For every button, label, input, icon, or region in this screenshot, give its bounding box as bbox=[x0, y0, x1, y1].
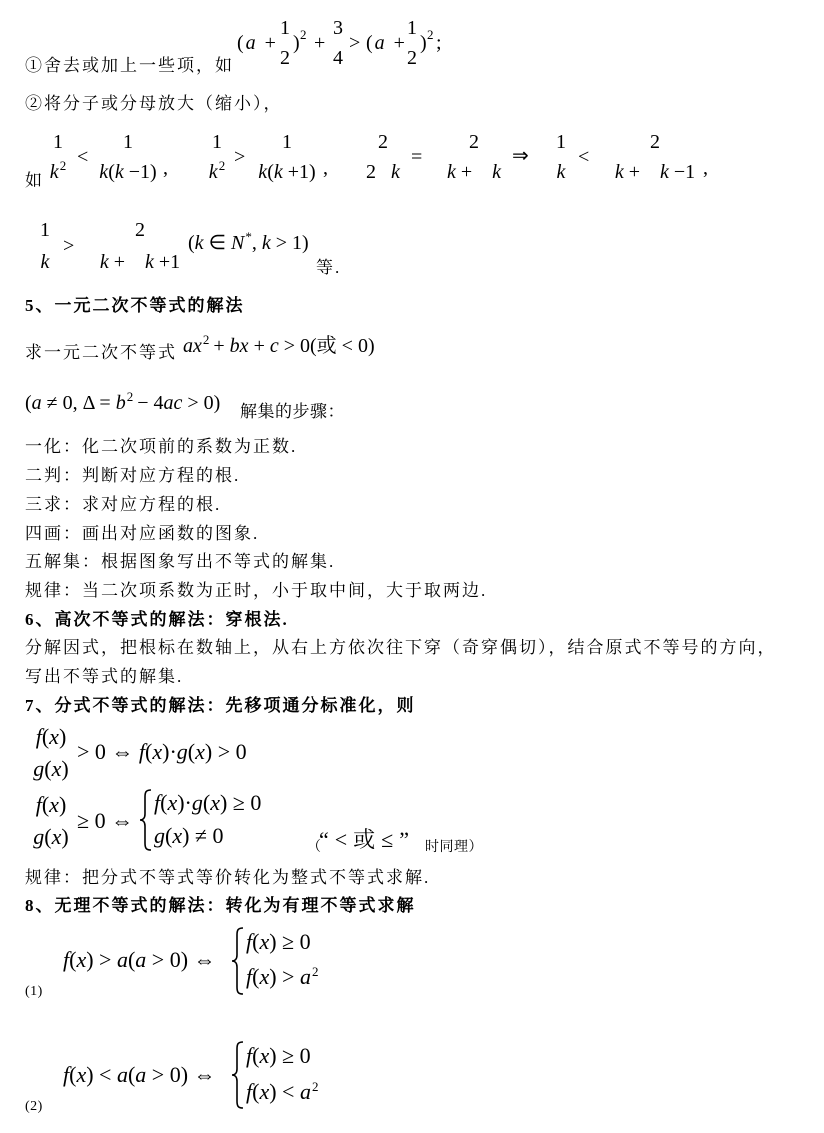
formula-part: f(x) > a bbox=[246, 964, 311, 989]
equivalence-lhs: f(x) < a(a > 0) ⇔ bbox=[63, 1062, 216, 1087]
math-variable: x bbox=[49, 724, 59, 749]
operator-less: < bbox=[578, 146, 590, 168]
math-variable: g bbox=[154, 823, 165, 848]
fraction-denominator: k + k −1 bbox=[614, 161, 696, 183]
math-variable: g bbox=[33, 756, 45, 781]
condition-part: (k ∈ N bbox=[188, 232, 245, 254]
operator-equals: = bbox=[411, 146, 423, 168]
fraction bbox=[447, 130, 501, 184]
step-line: 三求：求对应方程的根. bbox=[25, 495, 222, 514]
operator-plus: + bbox=[314, 32, 326, 54]
system-line bbox=[246, 1079, 318, 1105]
case-label: (2) bbox=[25, 1099, 43, 1114]
math-variable: f bbox=[246, 929, 253, 954]
fraction bbox=[333, 16, 343, 70]
fraction-numerator: 1 bbox=[556, 131, 566, 153]
math-variable: g bbox=[33, 824, 45, 849]
formula-part: − 4ac > 0) bbox=[137, 392, 221, 414]
section-5-intro: 求一元二次不等式 bbox=[25, 343, 177, 362]
exponent: 2 bbox=[427, 27, 434, 42]
math-variable: g bbox=[191, 790, 203, 815]
fraction-numerator: f(x) bbox=[35, 724, 67, 749]
formula-part: + bx + c > 0(或 < 0) bbox=[213, 335, 375, 357]
math-variable: f bbox=[63, 1062, 70, 1087]
math-variable: x bbox=[152, 739, 163, 764]
fraction-numerator: f(x) bbox=[35, 792, 67, 817]
math-variable: x bbox=[49, 792, 59, 817]
fraction bbox=[556, 130, 566, 184]
exponent: 2 bbox=[218, 158, 226, 173]
math-variable: x bbox=[76, 947, 87, 972]
formula-comma: , bbox=[323, 157, 328, 179]
denominator-base bbox=[209, 161, 218, 183]
math-variable: c bbox=[269, 335, 279, 357]
step-line: 四画：画出对应函数的图象. bbox=[25, 524, 260, 543]
math-variable: x bbox=[210, 790, 220, 815]
fraction-numerator: 1 bbox=[407, 17, 417, 39]
discriminant-condition bbox=[25, 391, 220, 415]
step-line: 一化：化二次项前的系数为正数. bbox=[25, 437, 298, 456]
note-relation: “<或≤” bbox=[319, 827, 416, 852]
math-variable: f bbox=[246, 964, 253, 989]
fraction bbox=[366, 130, 400, 184]
operator-implies: ⇒ bbox=[512, 145, 529, 167]
rule-line: 规律：把分式不等式等价转化为整式不等式求解. bbox=[25, 868, 431, 887]
math-variable: a bbox=[299, 964, 311, 989]
fraction-numerator: 1 bbox=[52, 131, 63, 153]
math-variable: f bbox=[246, 1043, 253, 1068]
math-variable: b bbox=[115, 392, 126, 414]
section-8-heading: 8、无理不等式的解法：转化为有理不等式求解 bbox=[25, 896, 416, 915]
math-variable: k bbox=[261, 232, 271, 254]
fraction-numerator: 1 bbox=[280, 17, 290, 39]
math-variable: b bbox=[229, 335, 240, 357]
system-line bbox=[246, 964, 318, 990]
math-variable: c bbox=[173, 392, 183, 414]
exponent: 2 bbox=[59, 158, 67, 173]
math-variable: k bbox=[145, 251, 154, 273]
equivalence-relation: ≥ 0 ⇔ bbox=[77, 808, 134, 833]
math-variable: a bbox=[31, 392, 42, 414]
fraction bbox=[40, 218, 50, 274]
exponent: 2 bbox=[126, 389, 134, 404]
math-variable: x bbox=[51, 824, 62, 849]
formula-part: f(x) < a bbox=[246, 1079, 311, 1104]
note-text: 时同理） bbox=[425, 840, 483, 855]
math-variable: a bbox=[245, 32, 258, 54]
math-variable: N bbox=[230, 232, 245, 254]
left-brace-symbol bbox=[139, 789, 153, 851]
fraction-denominator: k + k +1 bbox=[99, 251, 181, 273]
fraction-numerator: 2 bbox=[469, 131, 479, 153]
fraction-numerator: 2 bbox=[377, 131, 388, 153]
system-line: f(x)·g(x) ≥ 0 bbox=[154, 790, 262, 815]
math-variable: k bbox=[492, 161, 502, 183]
example-prefix: 如 bbox=[25, 171, 44, 190]
math-variable: a bbox=[163, 392, 174, 414]
fraction bbox=[615, 130, 695, 184]
math-variable: x bbox=[239, 335, 249, 357]
formula-close-paren: ) bbox=[293, 32, 300, 54]
math-variable: k bbox=[258, 161, 268, 183]
math-variable: x bbox=[51, 756, 62, 781]
exponent: 2 bbox=[202, 332, 210, 347]
fraction bbox=[209, 130, 225, 184]
formula-comma: , bbox=[703, 157, 708, 179]
math-variable: f bbox=[138, 739, 146, 764]
math-variable: k bbox=[40, 251, 50, 273]
section-7-heading: 7、分式不等式的解法：先移项通分标准化，则 bbox=[25, 696, 416, 715]
fraction-numerator: 1 bbox=[282, 131, 292, 153]
quadratic-inequality bbox=[183, 334, 375, 358]
fraction-denominator: 2 bbox=[407, 47, 417, 69]
math-variable: k bbox=[614, 161, 624, 183]
fraction-denominator: 2 bbox=[280, 47, 290, 69]
fraction bbox=[50, 130, 66, 184]
fraction-denominator bbox=[41, 250, 50, 274]
math-variable: k bbox=[99, 251, 109, 273]
step-line: 二判：判断对应方程的根. bbox=[25, 466, 241, 485]
math-variable: a bbox=[299, 1079, 311, 1104]
case-label: (1) bbox=[25, 984, 43, 999]
paragraph-line: 写出不等式的解集. bbox=[25, 667, 184, 686]
math-variable: k bbox=[273, 161, 283, 183]
steps-intro: 解集的步骤： bbox=[240, 402, 345, 421]
fraction-denominator: g(x) bbox=[33, 824, 69, 849]
math-variable: k bbox=[660, 161, 669, 183]
operator-less: < bbox=[77, 146, 89, 168]
formula-part: (a ≠ 0, Δ = b bbox=[25, 392, 126, 414]
math-variable: a bbox=[135, 1062, 147, 1087]
math-variable: a bbox=[116, 1062, 128, 1087]
math-variable: x bbox=[259, 964, 270, 989]
fraction-denominator bbox=[209, 160, 225, 184]
operator-greater: > bbox=[234, 146, 246, 168]
math-variable: k bbox=[49, 161, 59, 183]
left-brace-symbol bbox=[231, 1041, 245, 1109]
fraction-denominator: k + k bbox=[446, 161, 502, 183]
left-brace-symbol bbox=[231, 927, 245, 995]
math-variable: x bbox=[259, 929, 270, 954]
fraction-denominator: k(k +1) bbox=[258, 161, 316, 183]
math-variable: x bbox=[259, 1043, 270, 1068]
exponent: 2 bbox=[300, 27, 307, 42]
fraction-numerator: 3 bbox=[333, 17, 343, 39]
system-line: g(x) ≠ 0 bbox=[154, 823, 224, 848]
math-variable: a bbox=[374, 32, 387, 54]
formula-comma: , bbox=[163, 157, 168, 179]
math-variable: k bbox=[194, 232, 204, 254]
fraction-numerator: 2 bbox=[650, 131, 660, 153]
formula-close-paren: ) bbox=[420, 32, 427, 54]
equivalence-lhs: f(x) > a(a > 0) ⇔ bbox=[63, 947, 216, 972]
paragraph-line: 分解因式，把根标在数轴上，从右上方依次往下穿（奇穿偶切），结合原式不等号的方向， bbox=[25, 638, 777, 657]
math-variable: x bbox=[259, 1079, 270, 1104]
fraction-denominator: g(x) bbox=[33, 756, 69, 781]
math-variable: g bbox=[176, 739, 188, 764]
item-1-label: ①舍去或加上一些项，如 bbox=[25, 56, 234, 75]
math-variable: f bbox=[246, 1079, 253, 1104]
math-variable: x bbox=[76, 1062, 87, 1087]
superscript-star: * bbox=[245, 229, 252, 244]
fraction bbox=[407, 16, 417, 70]
math-variable: x bbox=[195, 739, 205, 764]
fraction-denominator bbox=[50, 160, 66, 184]
system-line: f(x) ≥ 0 bbox=[246, 1043, 311, 1068]
fraction bbox=[258, 130, 315, 184]
math-variable: f bbox=[63, 947, 70, 972]
operator-greater: > bbox=[349, 32, 361, 54]
fraction bbox=[33, 792, 68, 850]
fraction-numerator: 1 bbox=[123, 131, 133, 153]
math-variable: x bbox=[172, 823, 183, 848]
math-variable: a bbox=[135, 947, 147, 972]
exponent: 2 bbox=[311, 1079, 319, 1094]
system-line: f(x) ≥ 0 bbox=[246, 929, 311, 954]
fraction-numerator: 2 bbox=[135, 219, 145, 241]
math-variable: f bbox=[35, 792, 42, 817]
rule-line: 规律：当二次项系数为正时，小于取中间，大于取两边. bbox=[25, 581, 488, 600]
exponent: 2 bbox=[311, 964, 319, 979]
fraction-denominator bbox=[557, 160, 566, 184]
math-variable: a bbox=[116, 947, 128, 972]
step-line: 五解集：根据图象写出不等式的解集. bbox=[25, 552, 336, 571]
etc-suffix: 等. bbox=[316, 258, 342, 277]
math-variable: k bbox=[114, 161, 124, 183]
denominator-base bbox=[50, 161, 59, 183]
math-variable: f bbox=[35, 724, 42, 749]
math-variable: k bbox=[446, 161, 456, 183]
item-2-label: ②将分子或分母放大（缩小）， bbox=[25, 94, 283, 113]
math-variable: a bbox=[183, 335, 193, 357]
fraction-denominator: 4 bbox=[333, 47, 343, 69]
section-5-heading: 5、一元二次不等式的解法 bbox=[25, 296, 245, 315]
fraction bbox=[100, 218, 180, 274]
math-variable: k bbox=[99, 161, 109, 183]
note-open-paren: （ bbox=[307, 840, 322, 855]
math-variable: x bbox=[167, 790, 178, 815]
operator-greater: > bbox=[63, 235, 75, 257]
formula-term-open: (a + bbox=[366, 32, 407, 54]
math-variable: x bbox=[193, 335, 202, 357]
fraction-numerator: 1 bbox=[40, 219, 50, 241]
math-variable: k bbox=[556, 161, 566, 183]
fraction-denominator: k(k −1) bbox=[99, 161, 157, 183]
section-6-heading: 6、高次不等式的解法：穿根法. bbox=[25, 610, 289, 629]
fraction bbox=[99, 130, 156, 184]
fraction-denominator: 2 k bbox=[366, 161, 400, 183]
math-variable: k bbox=[391, 161, 400, 183]
math-variable: f bbox=[154, 790, 161, 815]
fraction-numerator: 1 bbox=[211, 131, 222, 153]
fraction bbox=[33, 724, 68, 782]
condition-part: , k > 1) bbox=[251, 232, 309, 254]
formula-semicolon: ; bbox=[436, 32, 442, 54]
domain-condition bbox=[188, 231, 309, 255]
formula-term-open: (a + bbox=[237, 32, 278, 54]
fraction bbox=[280, 16, 290, 70]
math-variable: k bbox=[208, 161, 218, 183]
equivalence-rhs: > 0 ⇔ f(x)·g(x) > 0 bbox=[77, 739, 247, 764]
formula-part bbox=[183, 335, 202, 357]
